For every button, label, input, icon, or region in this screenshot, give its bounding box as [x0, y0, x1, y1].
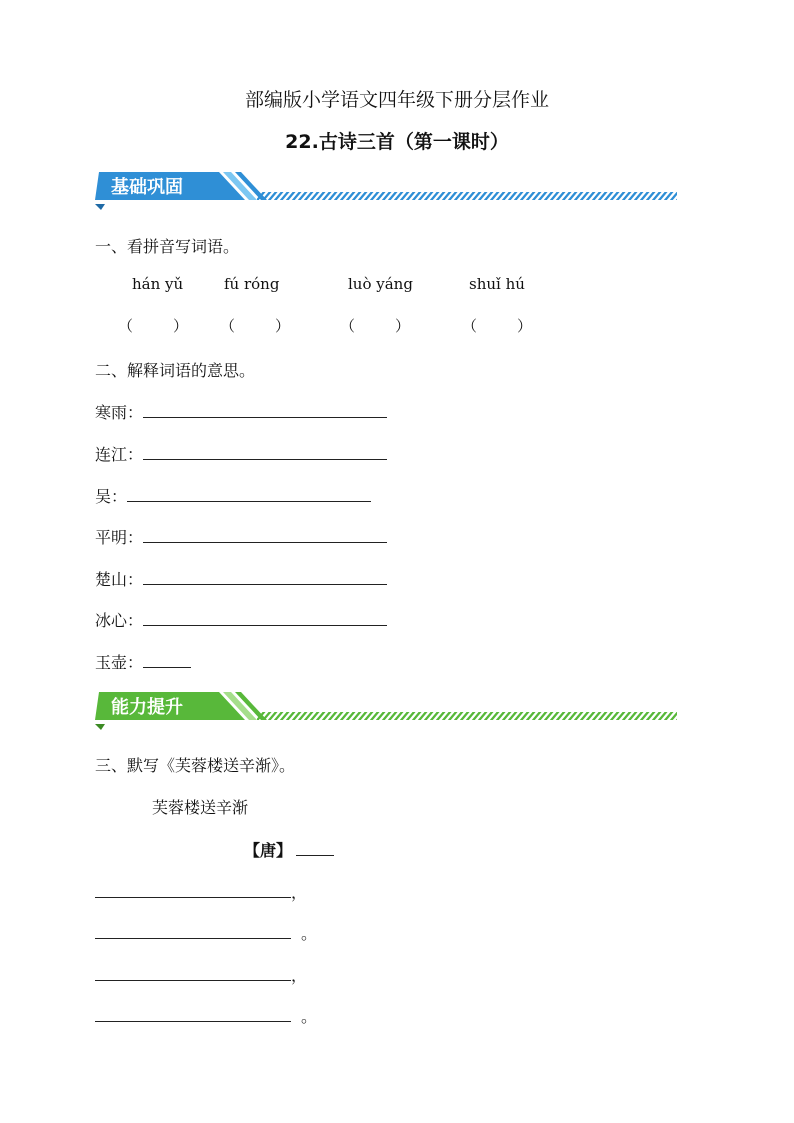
answer-line[interactable] — [143, 401, 387, 418]
term-label: 冰心： — [95, 611, 144, 630]
section-banner-basic — [95, 170, 680, 214]
definition-row — [95, 525, 387, 548]
q2-heading: 二、解释词语的意思。 — [95, 361, 256, 380]
banner-basic-label: 基础巩固 — [111, 177, 183, 198]
definition-row — [95, 650, 191, 673]
paren-close: ） — [395, 317, 411, 335]
definition-row — [95, 484, 371, 507]
paren-open: （ — [118, 317, 134, 335]
poem-line-3 — [95, 963, 307, 986]
answer-line[interactable] — [143, 651, 191, 668]
poem-line-1 — [95, 880, 307, 903]
q1-heading: 一、看拼音写词语。 — [95, 237, 240, 256]
answer-line[interactable] — [143, 526, 387, 543]
term-label: 平明： — [95, 528, 144, 547]
answer-line[interactable] — [95, 881, 291, 898]
answer-box-4[interactable] — [462, 315, 532, 336]
pinyin-4: shuǐ hú — [469, 275, 525, 293]
poem-line-4 — [95, 1004, 317, 1027]
punctuation: ， — [291, 883, 308, 902]
poem-title: 芙蓉楼送辛渐 — [152, 798, 249, 817]
term-label: 连江： — [95, 445, 144, 464]
paren-close: ） — [275, 317, 291, 335]
definition-row — [95, 442, 387, 465]
answer-line[interactable] — [127, 485, 371, 502]
answer-line[interactable] — [95, 964, 291, 981]
answer-box-3[interactable] — [340, 315, 410, 336]
answer-line[interactable] — [143, 443, 387, 460]
poem-line-2 — [95, 921, 317, 944]
banner-advanced-label: 能力提升 — [111, 697, 183, 718]
answer-line[interactable] — [143, 609, 387, 626]
term-label: 吴： — [95, 487, 128, 506]
lesson-subtitle: 22.古诗三首（第一课时） — [285, 131, 509, 153]
poem-author-row — [244, 838, 334, 861]
answer-line[interactable] — [95, 1005, 291, 1022]
q3-heading: 三、默写《芙蓉楼送辛渐》。 — [95, 756, 296, 775]
punctuation: 。 — [301, 1007, 318, 1026]
term-label: 玉壶： — [95, 653, 144, 672]
pinyin-2: fú róng — [224, 275, 280, 293]
answer-box-1[interactable] — [118, 315, 188, 336]
definition-row — [95, 400, 387, 423]
paren-close: ） — [517, 317, 533, 335]
dynasty-label: 【唐】 — [244, 841, 293, 860]
punctuation: ， — [291, 966, 308, 985]
pinyin-3: luò yáng — [348, 275, 413, 293]
answer-line[interactable] — [95, 922, 291, 939]
banner-advanced-graphic — [95, 690, 680, 734]
paren-open: （ — [220, 317, 236, 335]
pinyin-1: hán yǔ — [132, 275, 184, 293]
definition-row — [95, 567, 387, 590]
page-title: 部编版小学语文四年级下册分层作业 — [244, 89, 549, 111]
paren-open: （ — [340, 317, 356, 335]
term-label: 楚山： — [95, 570, 144, 589]
answer-line[interactable] — [143, 568, 387, 585]
term-label: 寒雨： — [95, 403, 144, 422]
definition-row — [95, 608, 387, 631]
banner-basic-graphic — [95, 170, 680, 214]
paren-close: ） — [173, 317, 189, 335]
section-banner-advanced — [95, 690, 680, 734]
punctuation: 。 — [301, 924, 318, 943]
author-line[interactable] — [296, 839, 334, 856]
paren-open: （ — [462, 317, 478, 335]
answer-box-2[interactable] — [220, 315, 290, 336]
